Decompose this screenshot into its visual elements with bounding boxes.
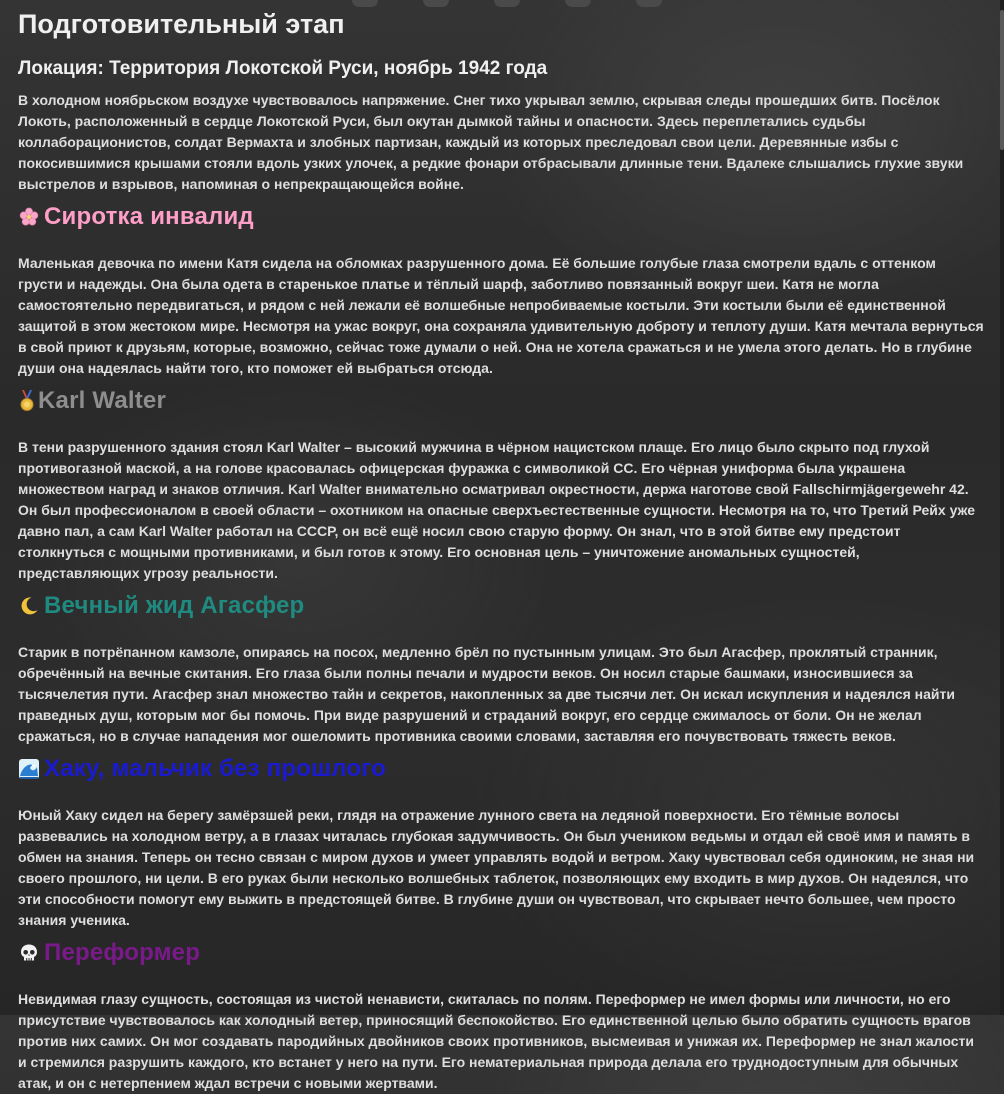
character-description: Невидимая глазу сущность, состоящая из чистой ненависти, скиталась по полям. Переформер не имел формы или личности, но его присутствие чувствовалось как холодный ветер, приносящий беспокойство. Его единственной целью было обратить сущность врагов против них самих. Он мог создавать пародийных двойников своих противников, высмеивая и унижая их. Переформер не знал жалости и стремился разрушить каждого, кто встанет у него на пути. Его нематериальная природа делала его труднодоступным для обычных атак, и он с нетерпением ждал встречи с новыми жертвами.: [18, 991, 974, 1091]
location-subtitle: Локация: Территория Локотской Руси, ноябрь 1942 года: [18, 58, 548, 79]
skull-icon: [18, 942, 40, 964]
character-name: Вечный жид Агасфер: [44, 592, 305, 619]
character-description: Маленькая девочка по имени Катя сидела на обломках разрушенного дома. Её большие голубые глаза смотрели вдаль с оттенком грусти и надежды. Она была одета в старенькое платье и тёплый шарф, заботливо повязанный вокруг шеи. Катя не могла самостоятельно передвигаться, и рядом с ней лежали её волшебные непробиваемые костыли. Эти костыли были её единственной защитой в этом жестоком мире. Несмотря на ужас вокруг, она сохраняла удивительную доброту и теплоту души. Катя мечтала вернуться в свой приют к друзьям, которые, возможно, сейчас тоже думали о ней. Она не хотела сражаться и не умела этого делать. Но в глубине души она надеялась найти того, кто поможет ей выбраться отсюда.: [18, 255, 984, 376]
character-heading-pereformer: [18, 938, 984, 968]
character-description: Юный Хаку сидел на берегу замёрзшей реки, глядя на отражение лунного света на ледяной поверхности. Его тёмные волосы развевались на холодном ветру, а в глазах читалась глубокая задумчивость. Он был учеником ведьмы и отдал ей своё имя и память в обмен на знания. Теперь он тесно связан с миром духов и умеет управлять водой и ветром. Хаку чувствовал себя одиноким, не зная ни своего прошлого, ни цели. В его руках были несколько волшебных таблеток, позволяющих ему входить в мир духов. Он надеялся, что эти способности помогут ему выжить в предстоящей битве. В глубине души он чувствовал, что скрывает нечто большее, чем просто знания ученика.: [18, 807, 975, 928]
medal-icon: [18, 390, 36, 412]
character-description: В тени разрушенного здания стоял Karl Walter – высокий мужчина в чёрном нацистском плаще. Его лицо было скрыто под глухой противогазной маской, а на голове красовалась офицерская фуражка с символикой СС. Его чёрная униформа была украшена множеством наград и знаков отличия. Karl Walter внимательно осматривал окрестности, держа наготове свой Fallschirmjägergewehr 42. Он был профессионалом в своей области – охотником на опасные сверхъестественные сущности. Несмотря на то, что Третий Рейх уже давно пал, а сам Karl Walter работал на СССР, он всё ещё носил свою старую форму. Он знал, что в этой битве ему предстоит столкнуться с мощными противниками, и был готов к этому. Его основная цель – уничтожение аномальных сущностей, представляющих угрозу реальности.: [18, 439, 976, 581]
scrollbar-thumb[interactable]: [1000, 10, 1004, 150]
character-heading-karl: [18, 386, 984, 416]
character-name: Переформер: [44, 939, 201, 966]
character-name: Сиротка инвалид: [44, 203, 254, 230]
story-content: [18, 0, 984, 1094]
character-heading-haku: [18, 754, 984, 784]
character-name: Karl Walter: [38, 387, 167, 414]
intro-paragraph: В холодном ноябрьском воздухе чувствовалось напряжение. Снег тихо укрывал землю, скрывая следы прошедших битв. Посёлок Локоть, расположенный в сердце Локотской Руси, был окутан дымкой тайны и опасности. Здесь переплетались судьбы коллаборационистов, солдат Вермахта и злобных партизан, каждый из которых преследовал свои цели. Деревянные избы с покосившимися крышами стояли вдоль узких улочек, а редкие фонари отбрасывали длинные тени. Вдалеке слышались глухие звуки выстрелов и взрывов, напоминая о непрекращающейся войне.: [18, 92, 964, 192]
page-title: Подготовительный этап: [18, 9, 345, 39]
character-heading-agasfer: [18, 591, 984, 621]
scrollbar-track[interactable]: [1000, 0, 1004, 1015]
character-description: Старик в потрёпанном камзоле, опираясь на посох, медленно брёл по пустынным улицам. Это был Агасфер, проклятый странник, обречённый на вечные скитания. Его глаза были полны печали и мудрости веков. Он носил старые башмаки, износившиеся за тысячелетия пути. Агасфер знал множество тайн и секретов, накопленных за две тысячи лет. Он искал искупления и надеялся найти праведных душ, которым мог бы помочь. При виде разрушений и страданий вокруг, его сердце сжималось от боли. Он не желал сражаться, но в случае нападения мог ошеломить противника своими словами, заставляя его почувствовать тяжесть веков.: [18, 644, 955, 744]
character-heading-orphan: [18, 202, 984, 232]
crescent-moon-icon: [18, 595, 40, 617]
cherry-blossom-icon: [18, 206, 40, 228]
character-name: Хаку, мальчик без прошлого: [44, 755, 387, 782]
wave-icon: [18, 758, 40, 780]
